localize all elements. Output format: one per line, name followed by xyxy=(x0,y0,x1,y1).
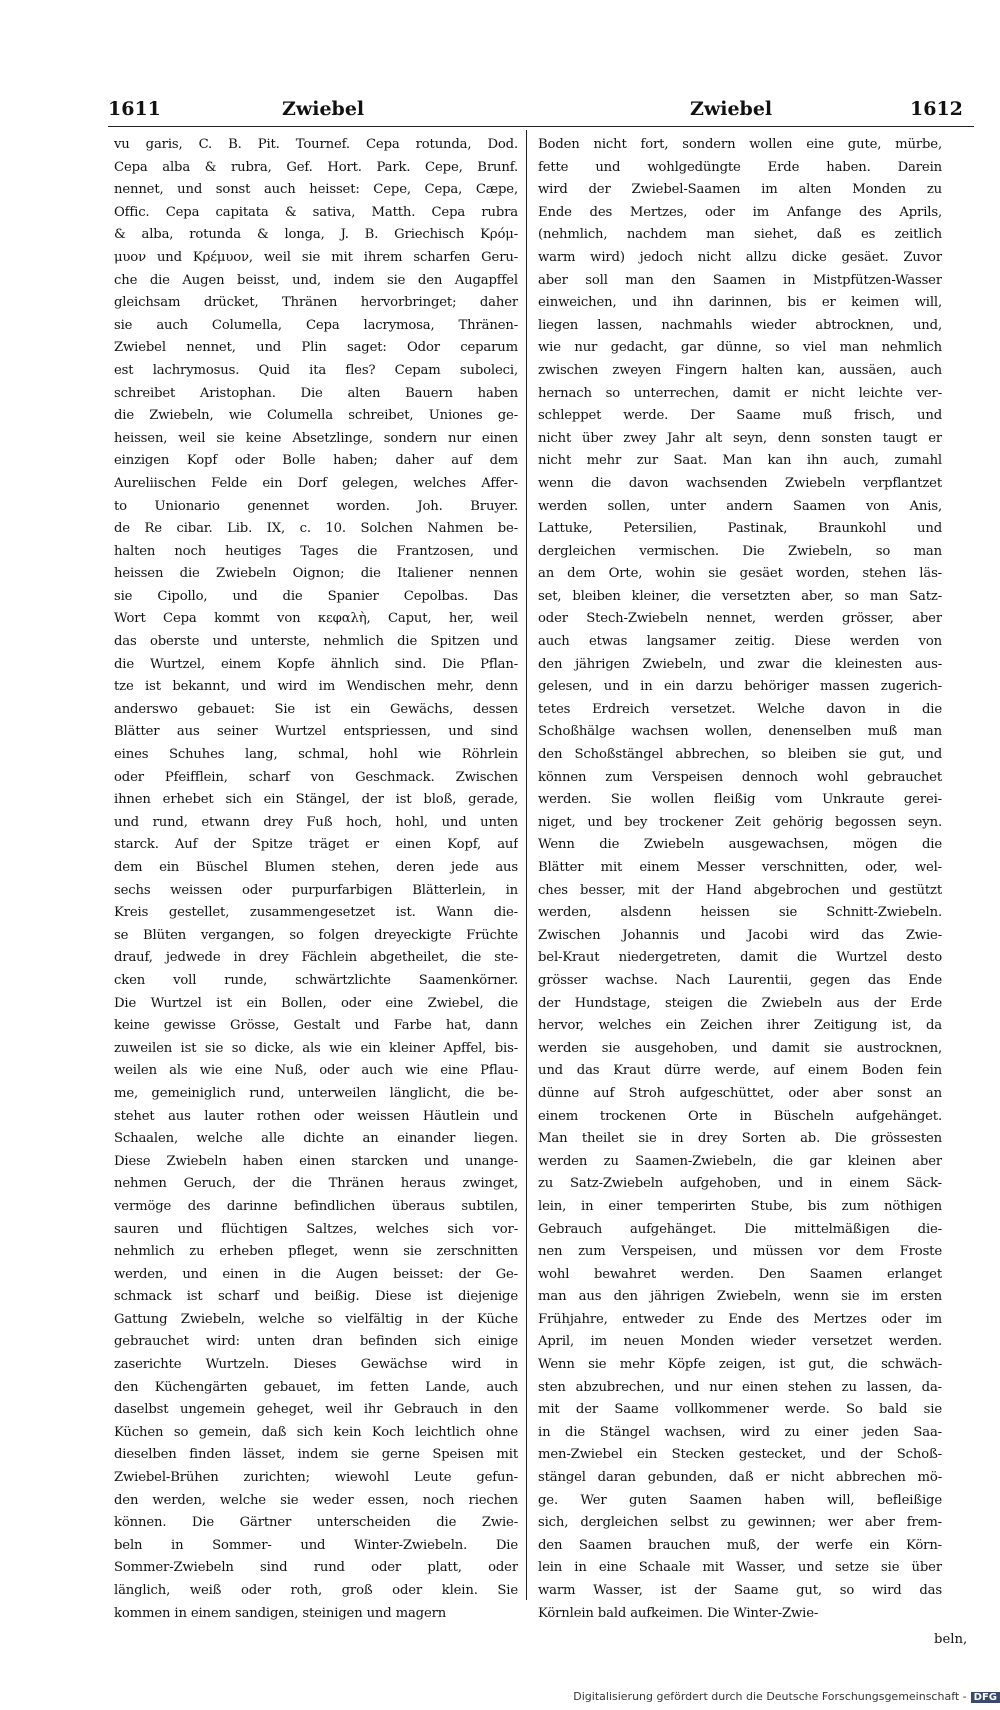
text-line: können. Die Gärtner unterscheiden die Zwie- xyxy=(114,1515,518,1531)
text-line: und das Kraut dürre werde, auf einem Boden fein xyxy=(538,1063,942,1079)
left-page-number: 1611 xyxy=(108,98,161,120)
text-line: Küchen so gemein, daß sich kein Koch leichtlich ohne xyxy=(114,1424,518,1440)
text-line: Die Wurtzel ist ein Bollen, oder eine Zwiebel, die xyxy=(114,995,518,1011)
text-line: April, im neuen Monden wieder versetzet werden. xyxy=(538,1334,942,1350)
text-line: beln in Sommer- und Winter-Zwiebeln. Die xyxy=(114,1537,518,1553)
dfg-logo: DFG xyxy=(971,1692,1000,1703)
text-line: den Saamen brauchen muß, der werfe ein Körn- xyxy=(538,1537,942,1553)
text-line: dergleichen vermischen. Die Zwiebeln, so man xyxy=(538,543,942,559)
text-line: se Blüten vergangen, so folgen dreyeckigte Früchte xyxy=(114,927,518,943)
text-line: daselbst ungemein geheget, weil ihr Gebrauch in den xyxy=(114,1402,518,1418)
text-line: Sommer-Zwiebeln sind rund oder platt, oder xyxy=(114,1560,518,1576)
text-line: das oberste und unterste, nehmlich die Spitzen und xyxy=(114,634,518,650)
text-line: werden. Sie wollen fleißig vom Unkraute gerei- xyxy=(538,792,942,808)
text-line: Diese Zwiebeln haben einen starcken und unange- xyxy=(114,1153,518,1169)
header-rule xyxy=(108,126,974,127)
text-line: Aureliischen Felde ein Dorf gelegen, welches Affer- xyxy=(114,475,518,491)
text-line: können zum Verspeisen dennoch wohl gebrauchet xyxy=(538,769,942,785)
text-line: heissen, weil sie keine Absetzlinge, sondern nur einen xyxy=(114,430,518,446)
text-line: dem ein Büschel Blumen stehen, deren jede aus xyxy=(114,860,518,875)
text-line: an dem Orte, wohin sie gesäet worden, stehen läs- xyxy=(538,566,942,582)
text-line: man aus den jährigen Zwiebeln, wenn sie im ersten xyxy=(538,1289,942,1305)
text-line: sten abzubrechen, und nur einen stehen zu lassen, da- xyxy=(538,1379,942,1395)
text-line: und rund, etwann drey Fuß hoch, hohl, und unten xyxy=(114,814,518,830)
text-line: anderswo gebauet: Sie ist ein Gewächs, dessen xyxy=(114,701,518,717)
text-line: bel-Kraut niedergetreten, damit die Wurtzel desto xyxy=(538,950,942,966)
right-page-number: 1612 xyxy=(910,98,963,120)
text-line: Man theilet sie in drey Sorten ab. Die grössesten xyxy=(538,1131,942,1147)
text-line: stängel daran gebunden, daß er nicht abbrechen mö- xyxy=(538,1470,942,1486)
text-line: sie Cipollo, und die Spanier Cepolbas. Das xyxy=(114,588,518,604)
text-line: den Schoßstängel abbrechen, so bleiben sie gut, und xyxy=(538,747,942,763)
text-line: einzigen Kopf oder Bolle haben; daher auf dem xyxy=(114,453,518,469)
text-line: der Hundstage, steigen die Zwiebeln aus der Erde xyxy=(538,995,942,1011)
text-line: cken voll runde, schwärtzlichte Saamenkörner. xyxy=(114,972,518,988)
text-line: Körnlein bald aufkeimen. Die Winter-Zwie- xyxy=(538,1605,819,1621)
text-line: einem trockenen Orte in Büscheln aufgehänget. xyxy=(538,1108,942,1124)
text-line: Schaalen, welche alle dichte an einander liegen. xyxy=(114,1131,518,1147)
text-line: länglich, weiß oder roth, groß oder klein. Sie xyxy=(114,1583,518,1598)
text-line: gelesen, und in ein darzu behöriger massen zugerich- xyxy=(538,679,942,695)
text-line: Cepa alba & rubra, Gef. Hort. Park. Cepe, Brunf. xyxy=(114,159,518,175)
text-line: gebrauchet wird: unten dran befinden sich einige xyxy=(114,1334,518,1350)
text-line: nicht mehr zur Saat. Man kan ihn auch, zumahl xyxy=(538,453,942,469)
text-line: to Unionario genennet worden. Joh. Bruyer. xyxy=(114,498,518,514)
right-column xyxy=(538,134,942,1625)
text-line: zaserichte Wurtzeln. Dieses Gewächse wird in xyxy=(114,1357,518,1373)
text-line: Zwiebel-Brühen zurichten; wiewohl Leute gefun- xyxy=(114,1470,518,1486)
text-line: sauren und flüchtigen Saltzes, welches sich vor- xyxy=(114,1221,518,1237)
text-line: est lachrymosus. Quid ita fles? Cepam suboleci, xyxy=(114,362,518,378)
running-header xyxy=(108,98,968,124)
text-line: liegen lassen, nachmahls wieder abtrocknen, und, xyxy=(538,317,942,333)
text-line: mit der Saame vollkommener werde. So bald sie xyxy=(538,1402,942,1418)
text-line: nehmen Geruch, der die Thränen heraus zwinget, xyxy=(114,1176,518,1192)
text-line: dieselben finden lässet, indem sie gerne Speisen mit xyxy=(114,1447,518,1463)
text-line: nennet, und sonst auch heisset: Cepe, Cepa, Cæpe, xyxy=(114,182,518,198)
text-line: werden zu Saamen-Zwiebeln, die gar kleinen aber xyxy=(538,1153,942,1169)
text-line: de Re cibar. Lib. IX, c. 10. Solchen Nahmen be- xyxy=(114,521,518,537)
text-line: lein in eine Schaale mit Wasser, und setze sie über xyxy=(538,1560,942,1576)
text-line: die Wurtzel, einem Kopfe ähnlich sind. Die Pflan- xyxy=(114,656,518,672)
text-line: Kreis gestellet, zusammengesetzet ist. Wann die- xyxy=(114,905,518,921)
text-line: Frühjahre, entweder zu Ende des Mertzes oder im xyxy=(538,1311,942,1327)
text-line: schleppet werde. Der Saame muß frisch, und xyxy=(538,408,942,424)
text-line: werden sie ausgehoben, und damit sie austrocknen, xyxy=(538,1040,942,1056)
text-line: Zwischen Johannis und Jacobi wird das Zwie- xyxy=(538,927,942,943)
text-line: schreibet Aristophan. Die alten Bauern haben xyxy=(114,385,518,401)
left-column xyxy=(114,134,518,1625)
text-line: Gattung Zwiebeln, welche so vielfältig in der Küche xyxy=(114,1311,518,1327)
text-line: zuweilen ist sie so dicke, als wie ein kleiner Apffel, bis- xyxy=(114,1040,518,1056)
text-line: schmack ist scharf und beißig. Diese ist diejenige xyxy=(114,1289,518,1305)
text-line: den werden, welche sie weder essen, noch riechen xyxy=(114,1492,518,1508)
catchword: beln, xyxy=(934,1632,968,1647)
digitization-footer xyxy=(530,1690,1000,1710)
text-line: Boden nicht fort, sondern wollen eine gute, mürbe, xyxy=(538,137,942,152)
text-line: hervor, welches ein Zeichen ihrer Zeitigung ist, da xyxy=(538,1018,942,1034)
text-line: sechs weissen oder purpurfarbigen Blätterlein, in xyxy=(114,882,518,898)
text-line: Offic. Cepa capitata & sativa, Matth. Cepa rubra xyxy=(114,204,518,220)
text-line: auch etwas langsamer zeitig. Diese werden von xyxy=(538,634,942,650)
left-running-title: Zwiebel xyxy=(282,98,365,120)
text-line: warm Wasser, ist der Saame gut, so wird das xyxy=(538,1583,942,1598)
footer-text: Digitalisierung gefördert durch die Deutsche Forschungsgemeinschaft - xyxy=(573,1690,967,1703)
text-line: in die Stängel wachsen, wird zu einer jeden Saa- xyxy=(538,1424,942,1440)
text-line: gleichsam drücket, Thränen hervorbringet; daher xyxy=(114,295,518,311)
text-line: drauf, jedwede in drey Fächlein abgetheilet, die ste- xyxy=(114,950,518,966)
text-line: dünne auf Stroh aufgeschüttet, oder aber sonst an xyxy=(538,1085,942,1101)
text-line: oder Pfeifflein, scharf von Geschmack. Zwischen xyxy=(114,769,518,785)
text-line: aber soll man den Saamen in Mistpfützen-Wasser xyxy=(538,272,942,288)
text-line: wohl bewahret werden. Den Saamen erlanget xyxy=(538,1266,942,1282)
text-line: den jährigen Zwiebeln, und zwar die kleinesten aus- xyxy=(538,656,942,672)
text-line: che die Augen beisst, und, indem sie den Augapffel xyxy=(114,272,518,288)
text-line: heissen die Zwiebeln Oignon; die Italiener nennen xyxy=(114,566,518,582)
text-line: fette und wohlgedüngte Erde haben. Darein xyxy=(538,159,942,175)
text-line: starck. Auf der Spitze träget er einen Kopf, auf xyxy=(114,837,518,853)
text-line: kommen in einem sandigen, steinigen und magern xyxy=(114,1605,447,1621)
text-line: zu Satz-Zwiebeln aufgehoben, und in einem Säck- xyxy=(538,1176,942,1192)
text-line: vu garis, C. B. Pit. Tournef. Cepa rotunda, Dod. xyxy=(114,137,518,152)
text-line: sie auch Columella, Cepa lacrymosa, Thränen- xyxy=(114,317,518,333)
text-line: Ende des Mertzes, oder im Anfange des Aprils, xyxy=(538,204,942,220)
text-line: nen zum Verspeisen, und müssen vor dem Froste xyxy=(538,1244,942,1260)
text-line: Zwiebel nennet, und Plin saget: Odor ceparum xyxy=(114,340,518,356)
text-line: oder Stech-Zwiebeln nennet, werden grösser, aber xyxy=(538,611,942,627)
right-running-title: Zwiebel xyxy=(690,98,773,120)
text-line: tze ist bekannt, und wird im Wendischen mehr, denn xyxy=(114,679,518,695)
text-line: Wenn sie mehr Köpfe zeigen, ist gut, die schwäch- xyxy=(538,1357,942,1373)
text-line: keine gewisse Grösse, Gestalt und Farbe hat, dann xyxy=(114,1018,518,1034)
text-line: ge. Wer guten Saamen haben will, befleißige xyxy=(538,1492,942,1508)
text-line: sich, dergleichen selbst zu gewinnen; wer aber frem- xyxy=(538,1515,942,1531)
text-line: (nehmlich, nachdem man siehet, daß es zeitlich xyxy=(538,227,942,243)
text-line: Blätter aus seiner Wurtzel entspriessen, und sind xyxy=(114,724,518,740)
text-line: hernach so unterrechen, damit er nicht leichte ver- xyxy=(538,385,942,401)
text-line: Wenn die Zwiebeln ausgewachsen, mögen die xyxy=(538,837,942,853)
text-line: Wort Cepa kommt von κεφαλὴ, Caput, her, weil xyxy=(114,611,518,627)
text-line: weilen als wie eine Nuß, oder auch wie eine Pflau- xyxy=(114,1063,518,1079)
text-line: μυον und Κρέμυον, weil sie mit ihrem scharfen Geru- xyxy=(114,249,518,265)
text-line: den Küchengärten gebauet, im fetten Lande, auch xyxy=(114,1379,518,1395)
text-line: & alba, rotunda & longa, J. B. Griechisch Κρόμ- xyxy=(114,227,518,243)
text-line: set, bleiben kleiner, die versetzten aber, so man Satz- xyxy=(538,588,942,604)
text-line: einweichen, und ihn darinnen, bis er keimen will, xyxy=(538,295,942,311)
text-line: ches besser, mit der Hand abgebrochen und gestützt xyxy=(538,882,942,898)
text-line: tetes Erdreich versetzet. Welche davon in die xyxy=(538,701,942,717)
text-line: halten noch heutiges Tages die Frantzosen, und xyxy=(114,543,518,559)
text-line: warm wird) jedoch nicht allzu dicke gesäet. Zuvor xyxy=(538,249,942,265)
text-line: die Zwiebeln, wie Columella schreibet, Uniones ge- xyxy=(114,408,518,424)
text-line: Gebrauch aufgehänget. Die mittelmäßigen die- xyxy=(538,1221,942,1237)
text-line: stehet aus lauter rothen oder weissen Häutlein und xyxy=(114,1108,518,1124)
text-line: lein, in einer temperirten Stube, bis zum nöthigen xyxy=(538,1198,942,1214)
text-line: nicht über zwey Jahr alt seyn, denn sonsten taugt er xyxy=(538,430,942,446)
text-line: ihnen erhebet sich ein Stängel, der ist bloß, gerade, xyxy=(114,792,518,808)
text-line: Lattuke, Petersilien, Pastinak, Braunkohl und xyxy=(538,521,942,537)
text-line: zwischen zweyen Fingern halten kan, aussäen, auch xyxy=(538,362,942,378)
text-line: eines Schuhes lang, schmal, hohl wie Röhrlein xyxy=(114,747,518,763)
text-line: werden sollen, unter andern Saamen von Anis, xyxy=(538,498,942,514)
text-line: wenn die davon wachsenden Zwiebeln verpflantzet xyxy=(538,475,942,491)
text-line: werden, und einen in die Augen beisset: der Ge- xyxy=(114,1266,518,1282)
column-divider xyxy=(526,130,527,1600)
text-line: niget, und bey trockener Zeit gehörig begossen seyn. xyxy=(538,814,942,830)
text-line: grösser wachse. Nach Laurentii, gegen das Ende xyxy=(538,972,942,988)
text-line: Schoßhälge wachsen wollen, denenselben muß man xyxy=(538,724,942,740)
text-line: nehmlich zu erheben pfleget, wenn sie zerschnitten xyxy=(114,1244,518,1260)
text-line: vermöge des darinne befindlichen überaus subtilen, xyxy=(114,1198,518,1214)
text-line: Blätter mit einem Messer verschnitten, oder, wel- xyxy=(538,860,942,875)
text-line: wie nur gedacht, gar dünne, so viel man nehmlich xyxy=(538,340,942,356)
text-line: men-Zwiebel ein Stecken gestecket, und der Schoß- xyxy=(538,1447,942,1463)
text-line: werden, alsdenn heissen sie Schnitt-Zwiebeln. xyxy=(538,905,942,921)
text-line: me, gemeiniglich rund, unterweilen länglicht, die be- xyxy=(114,1085,518,1101)
text-line: wird der Zwiebel-Saamen im alten Monden zu xyxy=(538,182,942,198)
